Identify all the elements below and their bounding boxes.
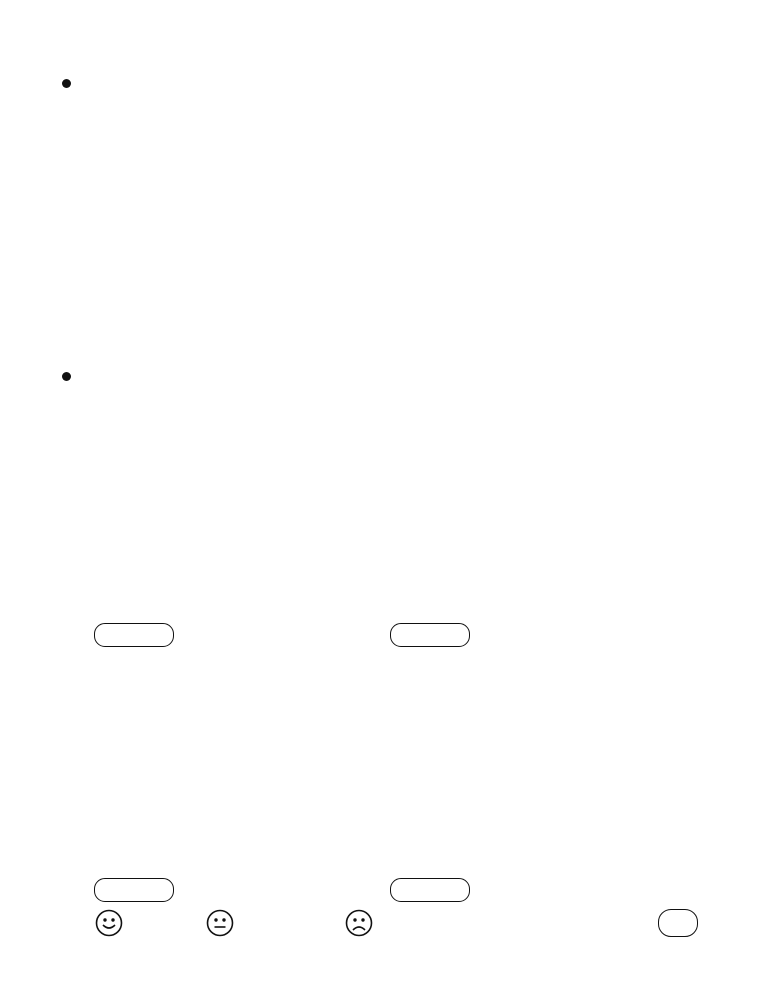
happy-face-icon bbox=[95, 909, 123, 937]
time-box[interactable] bbox=[94, 878, 174, 902]
page-number bbox=[658, 909, 698, 937]
heading-timed bbox=[62, 368, 85, 388]
sad-face-icon bbox=[345, 909, 373, 937]
heading-solve bbox=[62, 75, 85, 95]
time-box[interactable] bbox=[390, 878, 470, 902]
neutral-face-icon bbox=[206, 909, 234, 937]
bullet-icon bbox=[62, 79, 71, 88]
time-box[interactable] bbox=[94, 623, 174, 647]
time-box[interactable] bbox=[390, 623, 470, 647]
bullet-icon bbox=[62, 372, 71, 381]
